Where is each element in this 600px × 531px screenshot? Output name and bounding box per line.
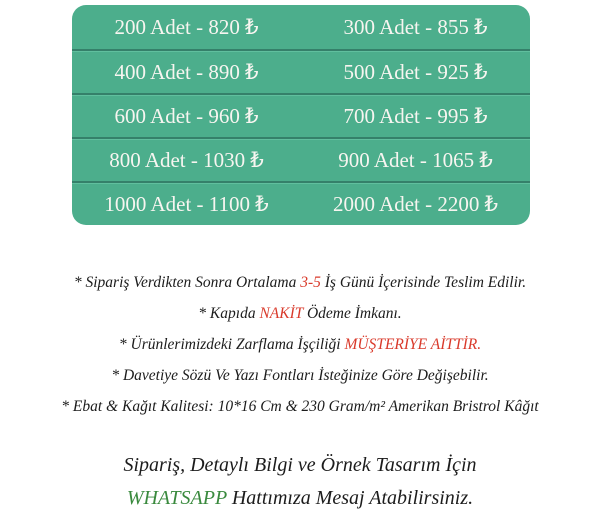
note-envelope-labor <box>0 329 600 360</box>
note-cash-payment <box>0 298 600 329</box>
footer-message <box>0 449 600 515</box>
price-row <box>72 137 530 181</box>
note-text: * Ebat & Kağıt Kalitesi: 10*16 Cm & 230 Gram/m² Amerikan Bristrol Kâğıt <box>61 398 539 415</box>
note-highlight-red: NAKİT <box>259 305 304 322</box>
price-cell: 1000 Adet - 1100 ₺ <box>104 191 269 216</box>
price-cell: 800 Adet - 1030 ₺ <box>109 147 264 172</box>
price-cell: 900 Adet - 1065 ₺ <box>338 147 493 172</box>
note-paper-quality <box>0 391 600 422</box>
price-table <box>72 5 530 225</box>
note-text: * Sipariş Verdikten Sonra Ortalama <box>73 274 301 291</box>
footer-line-2 <box>0 482 600 515</box>
footer-text: Hattımıza Mesaj Atabilirsiniz. <box>226 487 474 509</box>
price-cell: 300 Adet - 855 ₺ <box>343 14 488 39</box>
price-row <box>72 49 530 93</box>
note-highlight-red: 3-5 <box>300 274 321 291</box>
note-text: * Kapıda <box>198 305 260 322</box>
price-cell: 2000 Adet - 2200 ₺ <box>332 191 499 216</box>
price-row <box>72 93 530 137</box>
price-cell: 700 Adet - 995 ₺ <box>343 103 488 128</box>
whatsapp-highlight: WHATSAPP <box>126 487 227 509</box>
note-highlight-red: MÜŞTERİYE AİTTİR. <box>344 336 482 353</box>
note-text: İş Günü İçerisinde Teslim Edilir. <box>320 274 527 291</box>
note-customizable-fonts <box>0 360 600 391</box>
price-cell: 400 Adet - 890 ₺ <box>114 59 259 84</box>
note-text: * Davetiye Sözü Ve Yazı Fontları İsteğinize Göre Değişebilir. <box>111 367 489 384</box>
notes-section <box>0 267 600 422</box>
footer-line-1: Sipariş, Detaylı Bilgi ve Örnek Tasarım İçin <box>123 454 477 476</box>
price-cell: 600 Adet - 960 ₺ <box>114 103 259 128</box>
price-row <box>72 5 530 49</box>
price-cell: 200 Adet - 820 ₺ <box>114 14 259 39</box>
price-row <box>72 181 530 225</box>
note-text: * Ürünlerimizdeki Zarflama İşçiliği <box>118 336 345 353</box>
note-delivery-time <box>0 267 600 298</box>
note-text: Ödeme İmkanı. <box>303 305 402 322</box>
price-cell: 500 Adet - 925 ₺ <box>343 59 488 84</box>
